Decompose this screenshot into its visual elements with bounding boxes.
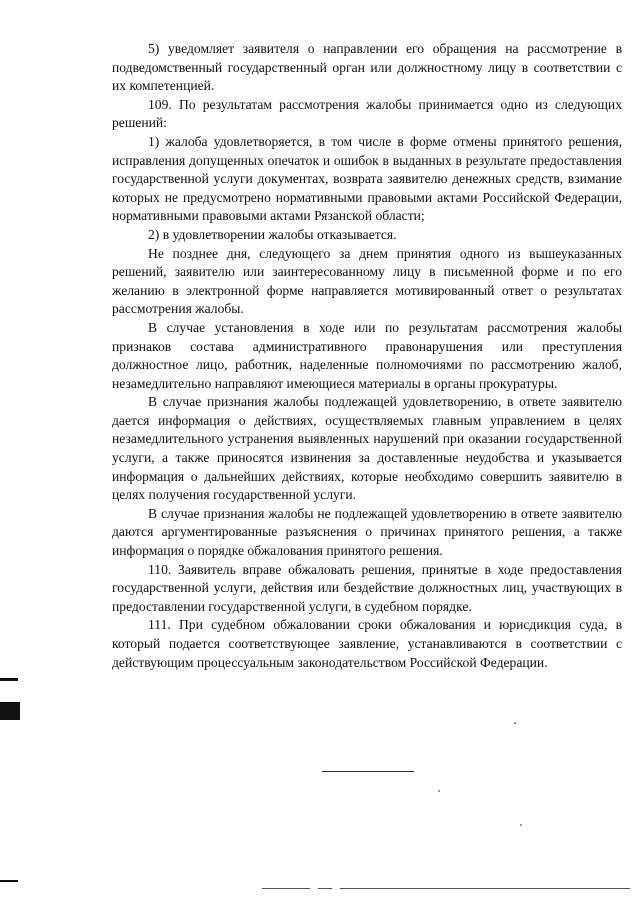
- scan-edge-mark: [0, 678, 18, 681]
- document-body: [112, 40, 622, 672]
- scan-bottom-line: [340, 888, 630, 889]
- end-of-text-rule: [322, 771, 414, 772]
- scan-speck: [520, 824, 522, 826]
- scan-speck: [438, 790, 440, 792]
- paragraph-item-2: 2) в удовлетворении жалобы отказывается.: [148, 226, 397, 242]
- paragraph-111: 111. При судебном обжаловании сроки обжалования и юрисдикция суда, в который подается соответствующее заявление, устанавливаются в соответствии с действующим процессуальным законодательством Российской Федерации.: [112, 617, 622, 670]
- paragraph-110: 110. Заявитель вправе обжаловать решения, принятые в ходе предоставления государственной услуги, действия или бездействие должностных лиц, участвующих в предоставлении государственной услуги, в судебном порядке.: [112, 561, 622, 614]
- scan-bottom-line: [262, 888, 310, 889]
- paragraph-complaint-rejected: В случае признания жалобы не подлежащей удовлетворению в ответе заявителю даются аргументированные разъяснения о причинах принятого решения, а также информация о порядке обжалования принятого решения.: [112, 505, 622, 559]
- paragraph-response-deadline: Не позднее дня, следующего за днем принятия одного из вышеуказанных решений, заявителю или заинтересованному лицу в письменной форме и по его желанию в электронной форме направляется мотивированный ответ о результатах рассмотрения жалобы.: [112, 245, 622, 317]
- paragraph-violation-found: В случае установления в ходе или по результатам рассмотрения жалобы признаков состава административного правонарушения или преступления должностное лицо, работник, наделенные полномочиями по рассмотрению жалоб, незамедлительно направляют имеющиеся материалы в органы прокуратуры.: [112, 319, 622, 391]
- scan-edge-mark: [0, 702, 20, 720]
- paragraph-109: 109. По результатам рассмотрения жалобы принимается одно из следующих решений:: [112, 96, 622, 131]
- paragraph-item-1: 1) жалоба удовлетворяется, в том числе в форме отмены принятого решения, исправления допущенных опечаток и ошибок в выданных в результате предоставления государственной услуги документах, возврата заявителю денежных средств, взимание которых не предусмотрено нормативными правовыми актами Российской Федерации, нормативными правовыми актами Рязанской области;: [112, 133, 622, 224]
- paragraph-complaint-satisfied: В случае признания жалобы подлежащей удовлетворению, в ответе заявителю дается информация о действиях, осуществляемых главным управлением в целях незамедлительного устранения выявленных нарушений при оказании государственной услуги, а также приносятся извинения за доставленные неудобства и указывается информация о дальнейших действиях, которые необходимо совершить заявителю в целях получения государственной услуги.: [112, 394, 622, 503]
- scan-edge-mark: [0, 880, 18, 882]
- paragraph-item-5: 5) уведомляет заявителя о направлении его обращения на рассмотрение в подведомственный государственный орган или должностному лицу в соответствии с их компетенцией.: [112, 41, 622, 94]
- scan-speck: [514, 722, 516, 724]
- scan-bottom-line: [318, 888, 332, 889]
